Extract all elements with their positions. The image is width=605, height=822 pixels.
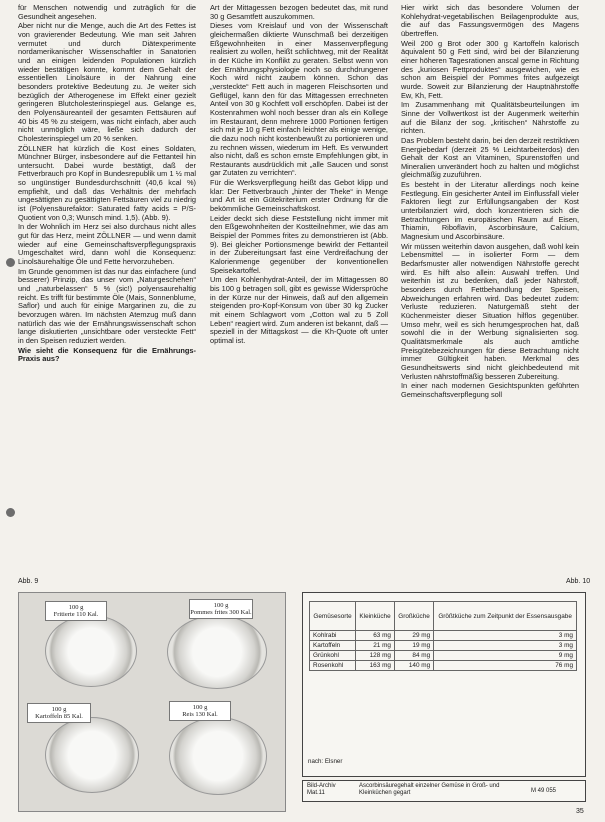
plate-weight: 100 g bbox=[192, 704, 208, 711]
table-row bbox=[310, 631, 577, 641]
figure-9-photo bbox=[18, 592, 286, 812]
paragraph: Das Problem besteht darin, bei den derzeit restriktiven Energiebedarf (derzeit 25 % Leichtarbeiterdos) den Gehalt der Kost an Vitaminen, Spurenstoffen und Mineralien unverändert hoch zu halten und möglichst gleichmäßig zuzuführen. bbox=[401, 135, 579, 180]
table-cell: 29 mg bbox=[394, 631, 433, 641]
table-cell: 3 mg bbox=[434, 641, 577, 651]
table-cell: 63 mg bbox=[356, 631, 395, 641]
table-row bbox=[310, 661, 577, 671]
table-cell: Kartoffeln bbox=[310, 641, 356, 651]
paragraph: Weil 200 g Brot oder 300 g Kartoffeln kalorisch äquivalent 50 g Fett sind, wird bei der Bilanzierung einer höheren Tagesrationen anscal gerne in Richtung des „kuriosen Fettproduktes“ ausgewichen, wie es schon am Beispiel der Pommes frites aufgezeigt wurde. Soweit zur Bilanzierung der Hauptnährstoffe Ew, Kh, Fett. bbox=[401, 38, 579, 100]
text-column-3 bbox=[401, 4, 579, 400]
vitamin-c-table bbox=[309, 601, 577, 671]
table-cell: 21 mg bbox=[356, 641, 395, 651]
paragraph: Für die Werksverpflegung heißt das Gebot klipp und klar: Der Fettverbrauch „hinter der Theke“ in Menge und Art ist ein Gütekriterium erster Ordnung für die bekömmliche Gemeinschaftskost. bbox=[210, 178, 388, 214]
paragraph: Art der Mittagessen bezogen bedeutet das, mit rund 30 g Gesamtfett auszukommen. bbox=[210, 3, 388, 21]
table-source: nach: Elsner bbox=[308, 758, 343, 765]
table-cell: Rosenkohl bbox=[310, 661, 356, 671]
table-cell: 76 mg bbox=[434, 661, 577, 671]
plate-name: Reis 130 Kal. bbox=[182, 711, 218, 718]
table-header-cell: Größtküche zum Zeitpunkt der Essensausgabe bbox=[434, 602, 577, 631]
paragraph: Um den Kohlenhydrat-Anteil, der im Mittagessen 80 bis 100 g betragen soll, gibt es gewisse Widersprüche in der Kürze nur der Hinweis, daß auf den allgemein steigenden pro-Kopf-Konsum von über 30 kg Zucker mit einem Schlagwort vom „Cotton wal zu 5 Zoll Leben“ reagiert wird. Zum anderen ist bekannt, daß — speziell in der Mittagskost — die Kh-Quote oft unter optimal ist. bbox=[210, 275, 388, 345]
table-header-cell: Kleinküche bbox=[356, 602, 395, 631]
plate-name: Pommes frites 300 Kal. bbox=[190, 609, 252, 616]
archive-label: Bild-Archiv Mat.11 bbox=[307, 783, 336, 796]
plate-weight: 100 g bbox=[213, 602, 229, 609]
paragraph: Im Zusammenhang mit Qualitätsbeurteilungen im Sinne der Vollwertkost ist der Augenmerk weiterhin auf die Bilanz der sog. „kritischen“ Nährstoffe zu richten. bbox=[401, 100, 579, 136]
figure-10-caption-strip bbox=[302, 780, 586, 802]
margin-dot-marker bbox=[6, 508, 15, 517]
figure-9-label: Abb. 9 bbox=[18, 578, 39, 585]
paragraph: In einer nach modernen Gesichtspunkten geführten Gemeinschaftsverpflegung soll bbox=[401, 381, 579, 399]
table-cell: 9 mg bbox=[434, 651, 577, 661]
table-row bbox=[310, 651, 577, 661]
plate-weight: 100 g bbox=[51, 706, 67, 713]
label-card bbox=[189, 599, 253, 619]
table-header-row bbox=[310, 602, 577, 631]
paragraph: Dieses vom Kreislauf und von der Wissenschaft gleichermaßen diktierte Wunschmaß bei derzeitigen Eßgewohnheiten in einer Massenverpflegung realisiert zu wollen, heißt schlichtweg, mit der Realität in der Küche im Konflikt zu geraten. Selbst wenn von der Ernährungsphysiologie noch so durchdrungener Koch wird nicht zaubern können. Schon das „versteckte“ Fett auch in mageren Fleischsorten und Geflügel, kann den für das Mittagessen errechneten Anteil von 30 g Kochfett voll erschöpfen. Dabei ist der Kostenrahmen wohl noch besser dran als ein Kollege im Restaurant, denn mehrere 1000 Portionen fertigen sich mit je 10 g Fett einfach leichter als einige wenige, die dazu noch nicht kostenbewußt zu portionieren und zu rechnen wissen, wiederum im Heft. Es verwundert also nicht, daß es schon ernste Empfehlungen gibt, in Restaurants ausdrücklich mit „alle Saucen und sonst gar Zutaten zu verrichten“. bbox=[210, 21, 388, 178]
plate-image bbox=[169, 717, 267, 795]
plate-image bbox=[167, 615, 267, 689]
table-cell: 128 mg bbox=[356, 651, 395, 661]
label-card bbox=[169, 701, 231, 721]
caption-text: Ascorbinsäuregehalt einzelner Gemüse in Groß- und Kleinküchen gegart bbox=[359, 783, 500, 796]
text-column-2 bbox=[210, 4, 388, 346]
plate-image bbox=[45, 717, 139, 793]
table-header-cell: Großküche bbox=[394, 602, 433, 631]
plate-image bbox=[45, 615, 137, 687]
table-cell: 3 mg bbox=[434, 631, 577, 641]
margin-dot-marker bbox=[6, 258, 15, 267]
paragraph: Im Grunde genommen ist das nur das einfachere (und besserer) Prinzip, das unser vom „Naturgeschehen“ und „naturbelassen“ 5 % (sic!) polyensaurehaltig reicht. Es trifft für bestimmte Öle (Mais, Sonnenblume, Saflor) und auch für einige Margarinen zu, die zu bevorzugen wären. Im nächsten Atemzug muß dann natürlich das wie der Ernährungswissenschaft schon lange diskutierten „unsichtbare oder versteckte Fett“ in den Speisen reduziert werden. bbox=[18, 266, 196, 345]
paragraph: Wie sieht die Konsequenz für die Ernährungs-Praxis aus? bbox=[18, 345, 196, 364]
paragraph: Es besteht in der Literatur allerdings noch keine Festlegung. Ein gesicherter Anteil im Einflussfall vieler Faktoren liegt zur Erfüllungsangaben der Kost unterbilanziert wird, doch konzentrieren sich die Betrachtungen im europäischen Raum auf Eisen, Thiamin, Riboflavin, Ascorbinsäure, Calcium, Magnesium und Ascorbinsäure. bbox=[401, 180, 579, 242]
text-column-1 bbox=[18, 4, 196, 364]
label-card bbox=[27, 703, 91, 723]
table-cell: 19 mg bbox=[394, 641, 433, 651]
table-cell: Grünkohl bbox=[310, 651, 356, 661]
paragraph: für Menschen notwendig und zuträglich für die Gesundheit angesehen. bbox=[18, 3, 196, 21]
table-row bbox=[310, 641, 577, 651]
table-header-cell: Gemüsesorte bbox=[310, 602, 356, 631]
figure-10-label: Abb. 10 bbox=[566, 578, 591, 585]
page-number: 35 bbox=[576, 808, 584, 815]
paragraph: ZÖLLNER hat kürzlich die Kost eines Soldaten, Münchner Bürger, insbesondere auf die Fettanteil hin untersucht. Dabei wurde bestätigt, daß der Fettverbrauch pro Kopf in Bundesrepublik um 1 ½ mal so ungünstiger Bundesdurchschnitt (40,6 kcal %) empfiehlt, und daß das Verhältnis der mehrfach ungesättigten zu gesättigten Fettsäuren viel zu niedrig ist (Polyensäurefaktor: Saturated fatty acids = P/S-Quotient von 0,3; Wunsch mind. 1,5). (Abb. 9). bbox=[18, 143, 196, 222]
plate-name: Kartoffeln 85 Kal. bbox=[35, 713, 83, 720]
table-cell: Kohlrabi bbox=[310, 631, 356, 641]
label-card bbox=[45, 601, 107, 621]
paragraph: Hier wirkt sich das besondere Volumen der Kohlehydrat-vegetabilischen Beilagenprodukte aus, die auf das Fassungsvermögen des Magens übertreffen. bbox=[401, 3, 579, 38]
figure-10-table-box bbox=[302, 592, 586, 777]
paragraph: In der Wohnlich im Herz sei also durchaus nicht alles gut für das Herz, meint ZÖLLNER — und wenn damit wieder auf eine Gemeinschaftsverpflegungspraxis Umgeschaltet wird, dann wohl die Konsequenz: Linolsäurehaltige Öle und Fette hervorzuheben. bbox=[18, 222, 196, 267]
archive-number: M 49 055 bbox=[531, 788, 557, 794]
table-cell: 163 mg bbox=[356, 661, 395, 671]
table-cell: 140 mg bbox=[394, 661, 433, 671]
paragraph: Aber nicht nur die Menge, auch die Art des Fettes ist von gravierender Bedeutung. Wie man seit Jahren vermutet und durch Diätexperimente nordamerikanischer Wissenschaftler in Sanatorien und an einigen leidenden Populationen kürzlich wieder bestätigen konnte, kommt dem Gehalt der essentiellen Linolsäure in der Nahrung eine besonders protektive Bedeutung zu. Je weiter sich bezüglich der Atherogenese im Effekt einer gezielt geringeren Blutcholesterinspiegel aus. Gelange es, den Polyensäureanteil der gesamten Fettsäuren auf 40 bis 45 % zu steigern, was nicht einfach, aber auch nicht unmöglich wäre, ließe sich dadurch der Cholesterinspiegel um 20 % senken. bbox=[18, 21, 196, 143]
table-cell: 84 mg bbox=[394, 651, 433, 661]
paragraph: Leider deckt sich diese Feststellung nicht immer mit den Eßgewohnheiten der Kostteilnehmer, wie das am Beispiel der Pommes frites zu demonstrieren ist (Abb. 9). Bei gleicher Portionsmenge bewirkt der Fettanteil in der Zubereitungsart fast eine Verdreifachung der Kalorienmenge gegenüber der konventionellen Speisekartoffel. bbox=[210, 213, 388, 275]
plate-weight: 100 g bbox=[68, 604, 84, 611]
plate-name: Fritierte 110 Kal. bbox=[53, 611, 99, 618]
paragraph: Wir müssen weiterhin davon ausgehen, daß wohl kein Lebensmittel — in isolierter Form — dem Bedarfsmuster aller notwendigen Nährstoffe gerecht wird. Es hilft also allein: Auswahl treffen. Und weiterhin ist zu bedenken, daß jeder Nährstoff, besonders durch Fettbehandlung der Speisen, Abweichungen erfahren wird. Das bedeutet zudem: Verluste reduzieren. Naturgemäß steht der Küchenmeister dieser Situation hilflos gegenüber. Umso mehr, weil es sich herumgesprochen hat, daß sowohl die in der Werbung signalisierten sog. Qualitätsmerkmale als auch amtliche Preisgütebezeichnungen für diese Betrachtung nicht immer Gültigkeit haben. Merkmal des Gesundheitswerts sind nicht gleichbedeutend mit Verlusten nährstoffmäßig besseren Zubereitung. bbox=[401, 241, 579, 381]
